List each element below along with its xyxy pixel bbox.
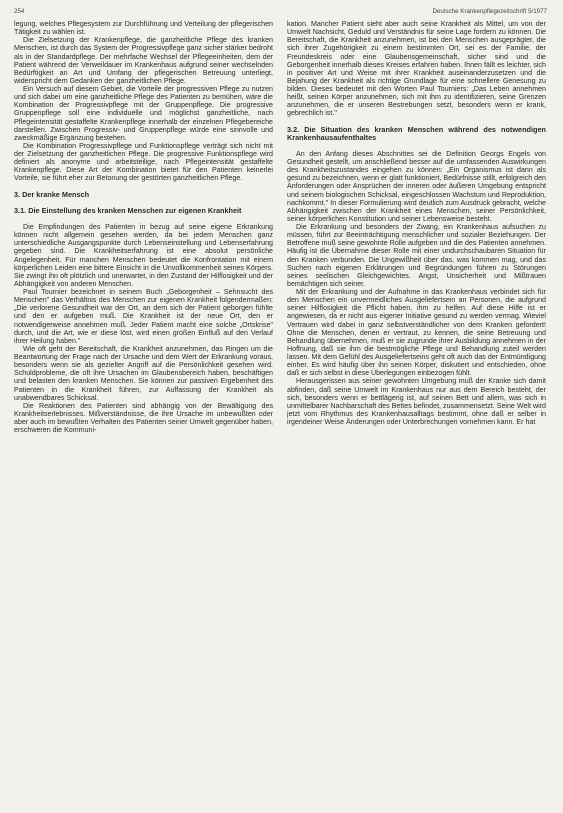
paragraph: Die Zielsetzung der Krankenpflege, die ganzheitliche Pflege des kranken Menschen, ist durch das System der Progressivpflege ganz sicher stärker bedroht als in der Standardpflege. Der mehrfache Wechsel der Pflegeeinheiten, dem der Patient während der Verweildauer im Krankenhaus aufgrund seiner wechselnden Bedürftigkeit an Art und Umfang der pflegerischen Betreuung unterliegt, widerspricht dem Gedanken der ganzheitlichen Pflege.	[14, 36, 273, 85]
subsection-heading: 3.2. Die Situation des kranken Menschen während des notwendigen Krankenhausaufenthaltes	[287, 124, 546, 142]
paragraph: legung, welches Pflegesystem zur Durchführung und Verteilung der pflegerischen Tätigkeit zu wählen ist.	[14, 20, 273, 37]
paragraph: Herausgerissen aus seiner gewohnten Umgebung muß der Kranke sich damit abfinden, daß seine Umwelt im Krankenhaus nur aus dem Bereich besteht, der sich, besonders wenn er bettlägerig ist, auf seinen Bett und allem, was sich in unmittelbarer Nachbarschaft des Bettes befindet, zusammensetzt. Seine Welt wird jetzt vom Rhythmus des Krankenhausalltags bestimmt, ohne daß er selber in irgendeiner Weise Änderungen oder Unterbrechungen vornehmen kann. Er hat	[287, 377, 546, 427]
paragraph: kation. Mancher Patient sieht aber auch seine Krankheit als Mittel, um von der Umwelt Nachsicht, Geduld und Verständnis für seine Lage fordern zu können. Die Bereitschaft, die Krankheit anzunehmen, ist bei den Menschen ausgeprägter, die sich ihrer Zugehörigkeit zu einem bestimmten Ort, sei es der Familie, der Freundeskreis oder eine Glaubensgemeinschaft, sicher sind und die Geborgenheit innerhalb dieses Kreises erfahren haben. Ihnen fällt es leichter, sich in positiver Art und Weise mit ihrer Krankheit auseinanderzusetzen und die Bejahung der Krankheit als richtige Grundlage für eine schnellere Genesung zu bilden. Dieses bedeutet mit den Worten Paul Tourniers: „Das Leben annehmen heißt, seinen Körper anzunehmen, sich mit ihm zu identifizieren, seine Grenzen anzunehmen, die er unseren Bestrebungen setzt, besonders wenn er krank, gebrechlich ist."	[287, 20, 546, 118]
paragraph: Mit der Erkrankung und der Aufnahme in das Krankenhaus verbindet sich für den Menschen ein unvermeidliches Ausgeliefertsein an Personen, die aufgrund seiner Hilflosigkeit die Pflicht haben, ihm zu helfen. Auf diese Hilfe ist er angewiesen, da er nicht aus eigener Initiative gesund zu werden vermag. Wieviel Vertrauen wird dabei in ganz selbstverständlicher von dem Kranken gefordert! Ohne die Menschen, denen er vertraut, zu kennen, die seine Betreuung und Behandlung übernehmen, muß er sie zugrunde ihrer Ausbildung annehmen in der Hoffnung, daß sie ihm die bestmögliche Pflege und Behandlung zuteil werden lassen. Mit dem Gefühl des Ausgeliefertseins geht oft auch das der Entmündigung einher. Es wird häufig über ihn seinen Körper, diskutiert und entschieden, ohne daß er sich selbst in diese Überlegungen einbezogen fühlt.	[287, 288, 546, 378]
paragraph: Ein Versuch auf diesem Gebiet, die Vorteile der progressiven Pflege zu nutzen und sich dabei um eine ganzheitliche Pflege des Patienten zu bemühen, wäre die Kombination der Progressivpflege mit der Gruppenpflege. Die progressive Gruppenpflege soll eine individuelle und möglichst ganzheitliche, nach Pflegeintensität gestaffelte Krankenpflege innerhalb der einzelnen Pflegebereiche darstellen. Zwischen Progressiv- und Gruppenpflege würde eine sinnvolle und zweckmäßige Ergänzung bestehen.	[14, 85, 273, 142]
journal-title: Deutsche Krankenpflegezeitschrift 5/1977	[432, 8, 547, 15]
left-column	[14, 20, 273, 810]
section-heading: 3. Der kranke Mensch	[14, 189, 90, 199]
page-header	[14, 8, 547, 20]
paragraph: An den Anfang dieses Abschnittes sei die Definition Georgs Engels von Gesundheit gestellt, um anschließend besser auf die umfassenden Auswirkungen des Krankheitszustandes eingehen zu können: „Ein Organismus ist dann als gesund zu bezeichnen, wenn er glatt funktioniert, Bedürfnisse stillt, erfolgreich den Anforderungen oder Ansprüchen der inneren oder äußeren Umgebung entspricht und seinem biologischen Schicksal, eingeschlossen Wachstum und Reproduktion, nachkommt." In dieser Formulierung wird deutlich zum Ausdruck gebracht, welche Abhängigkeit zwischen der Krankheit eines Menschen, seiner Persönlichkeit, seiner körperlichen Konstitution und seiner Lebensweise besteht.	[287, 149, 546, 223]
paragraph: Die Erkrankung und besonders der Zwang, ein Krankenhaus aufsuchen zu müssen, führt zur Beeinträchtigung menschlicher und sozialer Beziehungen. Der Betroffene muß seine gewohnte Rolle aufgeben und die des Patienten annehmen. Häufig ist die Übernahme dieser Rolle mit einer undurchschaubaren Situation für den Kranken verbunden. Die Ungewißheit über das, was kommen mag, und das Suchen nach eigenen Erklärungen und Begründungen führen zu Störungen seines seelischen Gleichgewichtes. Angst, Unsicherheit und Mißtrauen bemächtigen sich seiner.	[287, 223, 546, 288]
page-number: 254	[14, 8, 25, 15]
spacer	[287, 142, 546, 150]
right-column	[287, 20, 546, 810]
text-columns	[14, 20, 547, 810]
paragraph: Die Kombination Progressivpflege und Funktionspflege verträgt sich nicht mit der Zielsetzung der ganzheitlichen Pflege. Die progressive Funktionspflege wird definiert als anonyme und arbeitsteilige, nach Pflegeintensität gestaffelte Krankenpflege. Diese Art der Kombination bietet für den Patienten keinerlei Vorteile, sie führt eher zur Betonung der gestörten ganzheitlichen Pflege.	[14, 141, 273, 183]
paragraph: Die Reaktionen des Patienten sind abhängig von der Bewältigung des Krankheitserlebnisses. Mißverständnisse, die ihre Ursache im unbewußten oder aber auch im bewußten Verhalten des Patienten seiner Umwelt gegenüber haben, erschweren die Kommuni-	[14, 401, 273, 435]
paragraph: Paul Tournier bezeichnet in seinem Buch „Geborgenheit – Sehnsucht des Menschen" das Verhältnis des Menschen zur eigenen Krankheit folgendermaßen: „Die verlorene Gesundheit war der Ort, an dem sich der Patient geborgen fühlte und den er aufgeben muß. Die Krankheit ist der neue Ort, den er notwendigerweise annehmen muß. Jeder Patient macht eine solche „Ortskrise" durch, und die Art, wie er diese löst, wird einen großen Einfluß auf den Verlauf ihrer Heilung haben."	[14, 288, 273, 345]
paragraph: Wie oft geht der Bereitschaft, die Krankheit anzunehmen, das Ringen um die Beantwortung der Frage nach der Ursache und dem Wert der Erkrankung voraus, besonders wenn sie als gezielter Angriff auf die Persönlichkeit gesehen wird. Schuldprobleme, die oft ihre Ursachen im Glaubensbereich haben, beschäftigen und belasten den kranken Menschen. Sie können zur passiven Ergebenheit des Patienten in die Krankheit führen, zur Auffassung der Krankheit als unabwendbares Schicksal.	[14, 344, 273, 402]
spacer	[14, 215, 273, 223]
subsection-heading: 3.1. Die Einstellung des kranken Menschen zur eigenen Krankheit	[14, 205, 242, 215]
paragraph: Die Empfindungen des Patienten in bezug auf seine eigene Erkrankung können nicht allgemein gesehen werden, da bei jedem Menschen ganz unterschiedliche Ausgangspunkte durch Lebenseinstellung und Lebenserfahrung gegeben sind. Die Krankheitserfahrung ist eine absolut persönliche Angelegenheit. Für manchen Menschen bedeutet die Konfrontation mit einem körperlichen Leiden eine bittere Einsicht in die Unvollkommenheit seines Körpers. Sie zwingt ihn oft plötzlich und unerwartet, in den Zustand der Hilflosigkeit und der Abhängigkeit von anderen Menschen.	[14, 223, 273, 288]
